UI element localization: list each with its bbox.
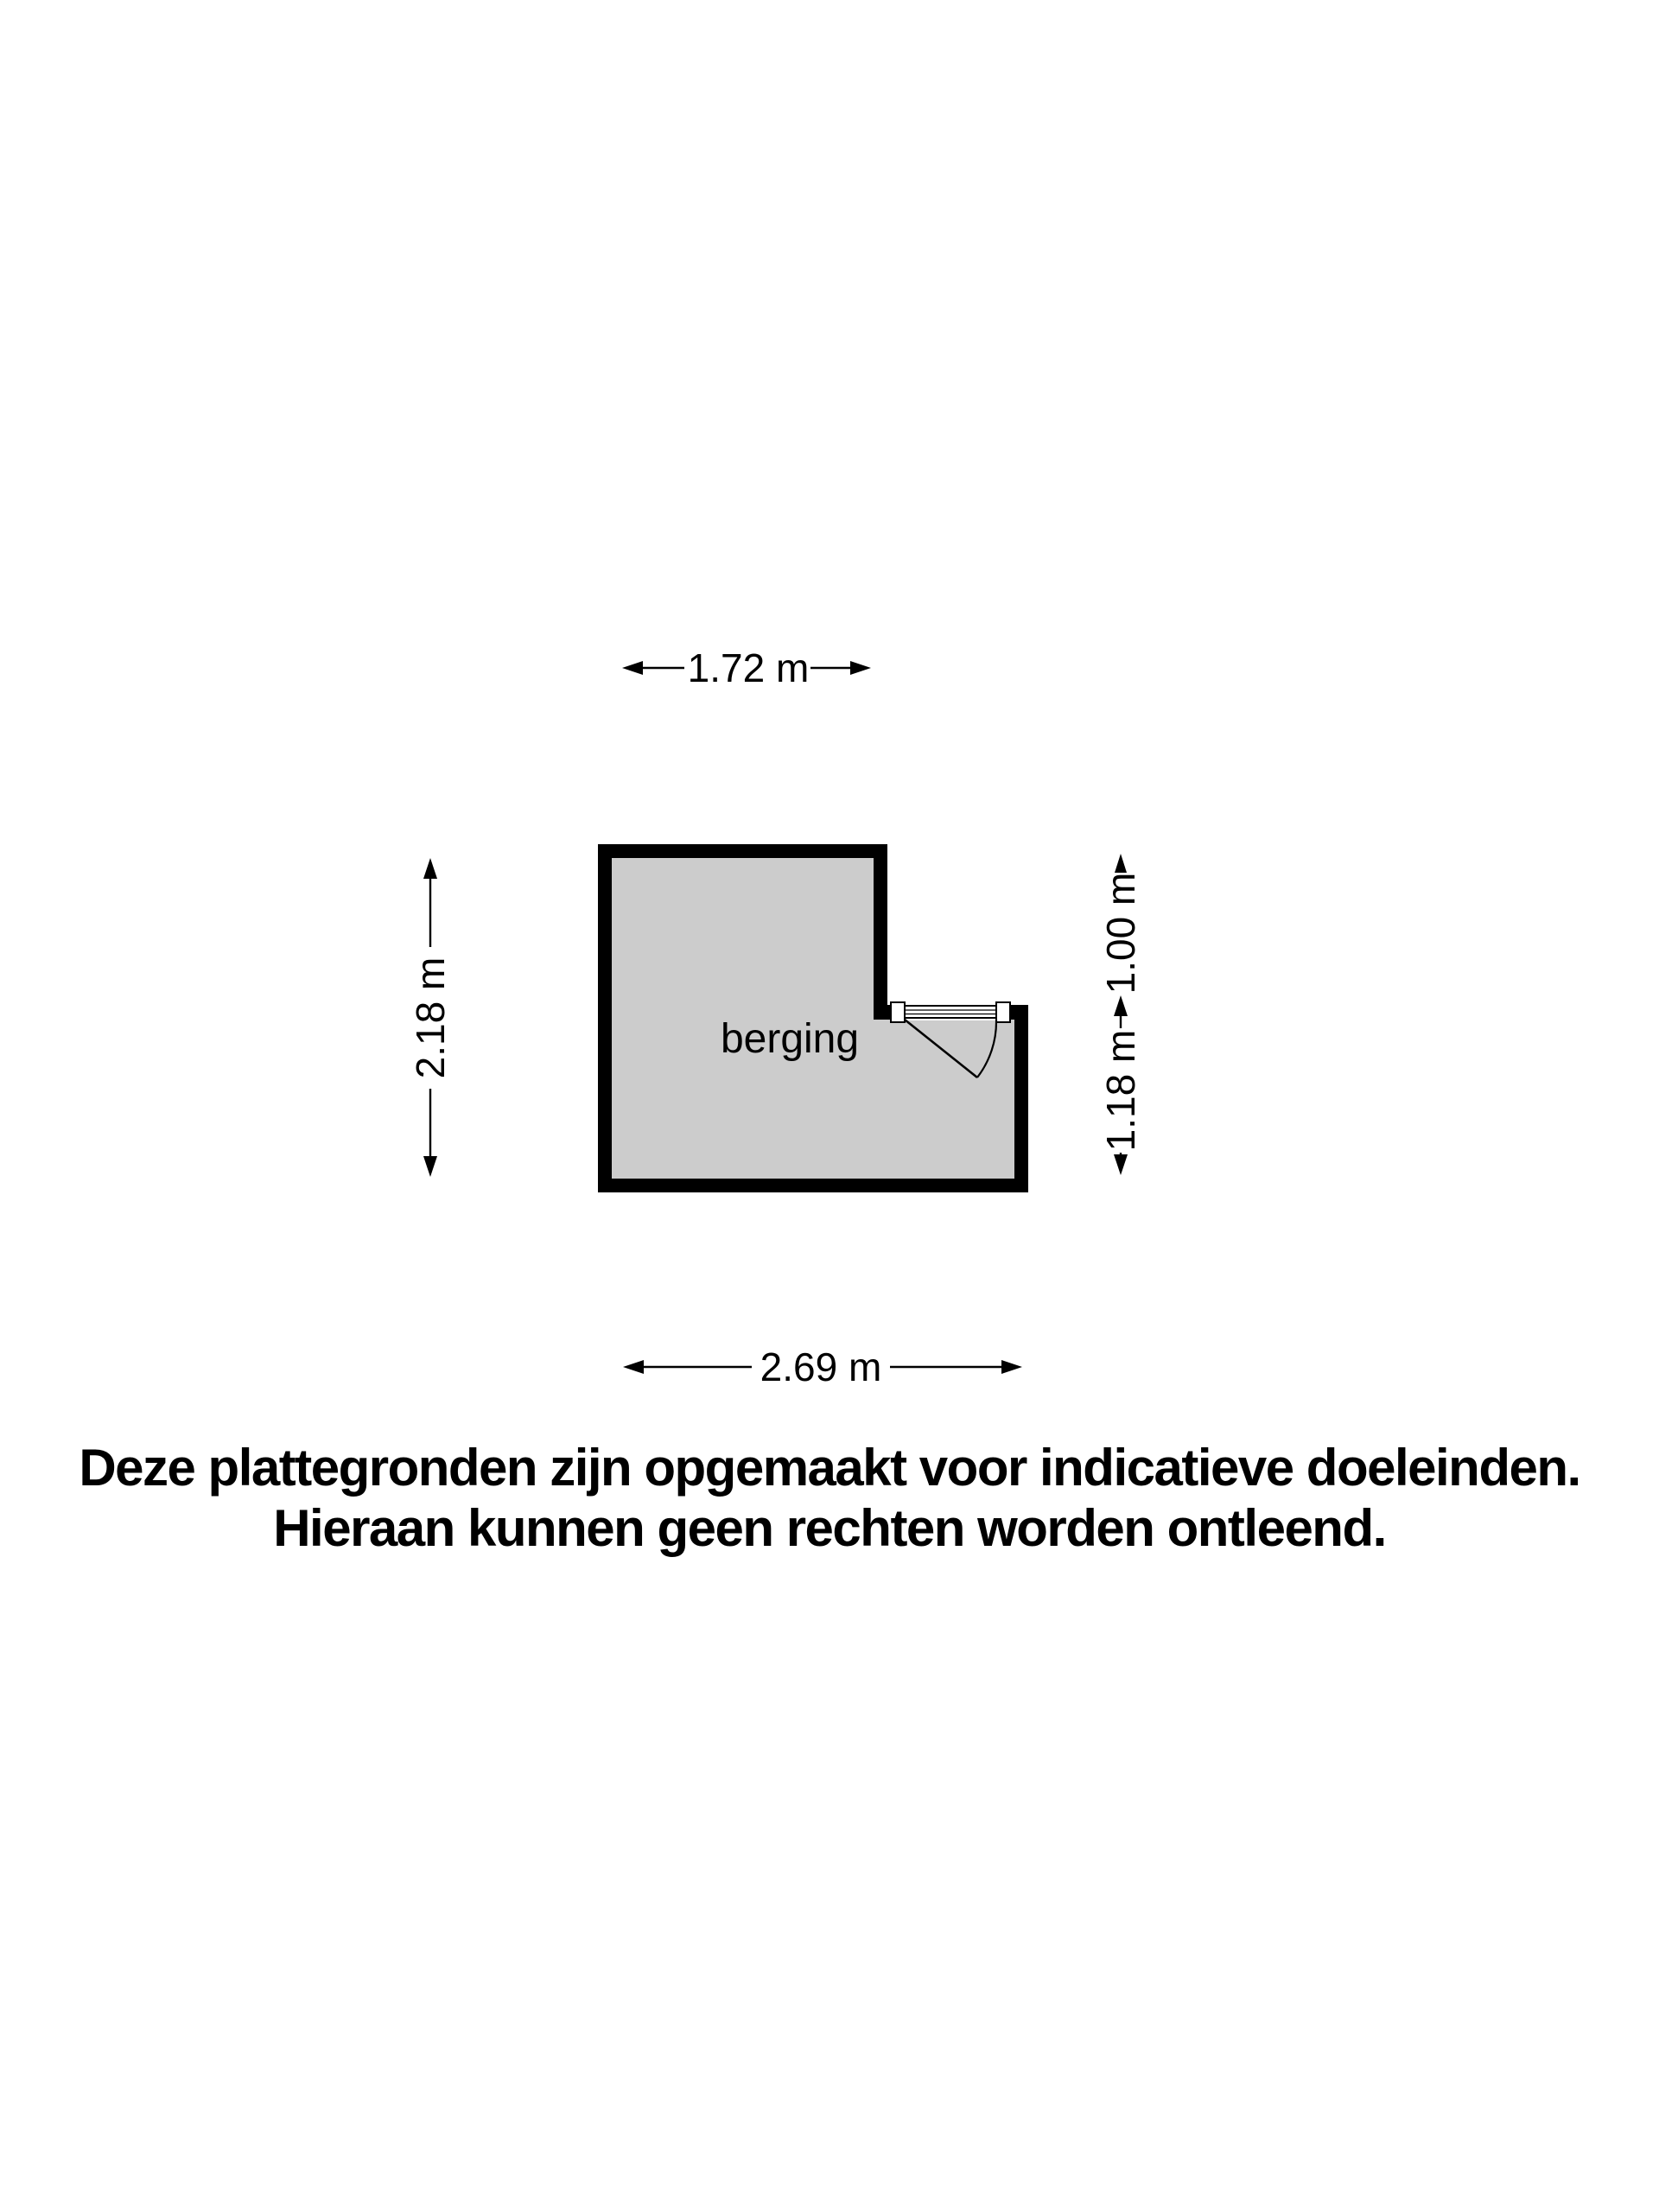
arrow-right-icon — [850, 661, 871, 675]
dimension-top-label: 1.72 m — [687, 645, 810, 690]
dimension-right-lower-label: 1.18 m — [1098, 1029, 1143, 1152]
arrow-down-icon — [1114, 1154, 1128, 1175]
room-berging — [598, 844, 1028, 1192]
arrow-left-icon — [622, 661, 643, 675]
arrow-up-icon — [1115, 854, 1127, 873]
dimension-right-lower — [1098, 995, 1143, 1175]
door-leaf — [905, 1006, 996, 1018]
room-label: berging — [720, 1016, 860, 1062]
disclaimer — [0, 1438, 1659, 1559]
door-post-right — [996, 1002, 1010, 1022]
door-post-left — [891, 1002, 905, 1022]
dimension-bottom-label: 2.69 m — [760, 1344, 882, 1389]
disclaimer-line-1: Deze plattegronden zijn opgemaakt voor indicatieve doeleinden. — [79, 1439, 1580, 1497]
arrow-up-icon — [423, 858, 437, 879]
dimension-top — [622, 645, 871, 690]
arrow-left-icon — [623, 1360, 644, 1374]
arrow-right-icon — [1001, 1360, 1022, 1374]
arrow-down-icon — [423, 1156, 437, 1177]
dimension-right-upper — [1098, 854, 1143, 994]
dimension-left — [408, 858, 453, 1177]
dimension-bottom — [623, 1344, 1022, 1389]
disclaimer-line-2: Hieraan kunnen geen rechten worden ontleend. — [273, 1499, 1386, 1557]
dimension-left-label: 2.18 m — [408, 957, 453, 1079]
arrow-up-icon — [1114, 995, 1128, 1016]
dimension-right-upper-label: 1.00 m — [1098, 872, 1143, 995]
